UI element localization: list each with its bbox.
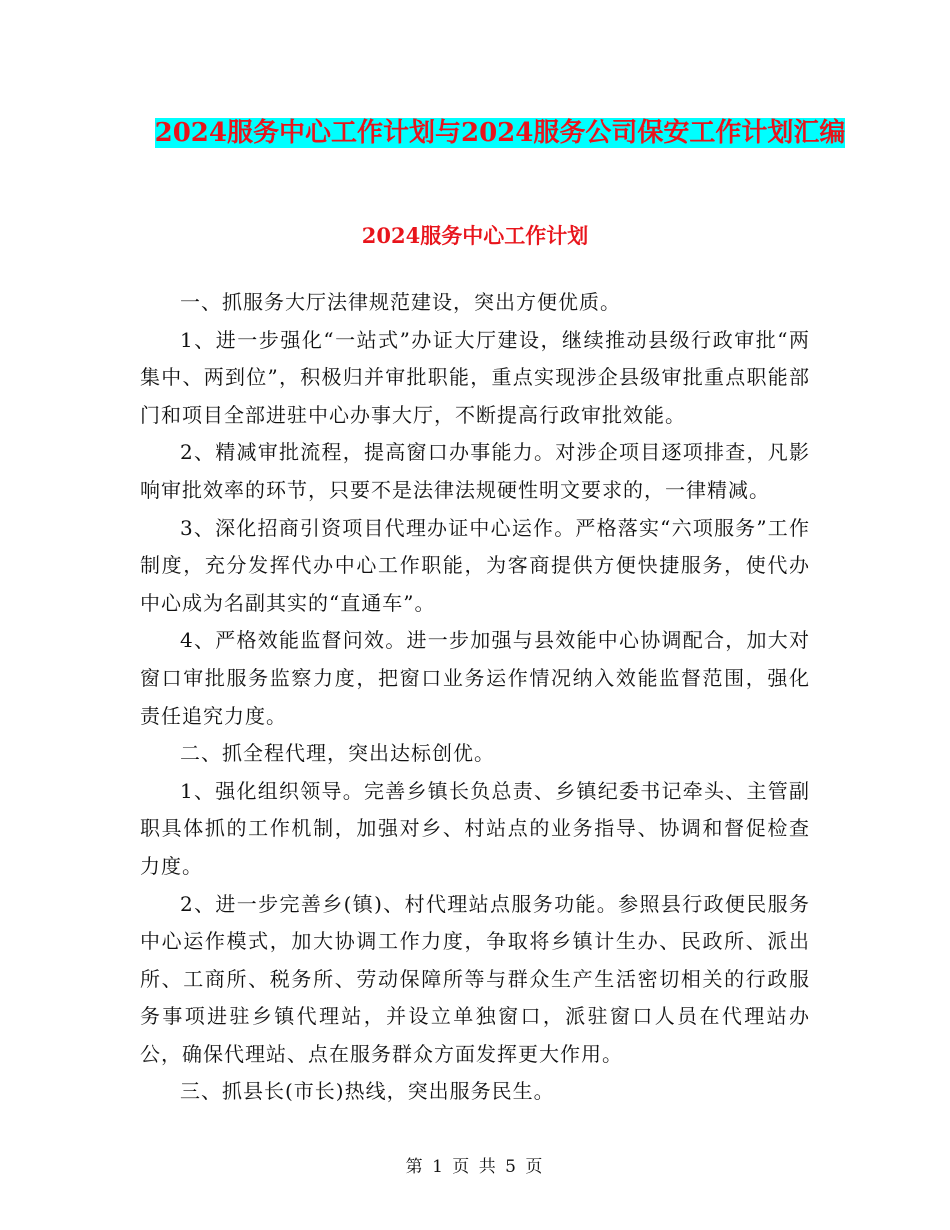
paragraph: 一、抓服务大厅法律规范建设，突出方便优质。 <box>180 290 621 314</box>
document-title-text: 2024服务中心工作计划与2024服务公司保安工作计划汇编 <box>154 118 846 148</box>
paragraph: 2、精减审批流程，提高窗口办事能力。对涉企项目逐项排查，凡影响审批效率的环节，只要不是法律法规硬性明文要求的，一律精减。 <box>140 440 810 502</box>
paragraph: 4、严格效能监督问效。进一步加强与县效能中心协调配合，加大对窗口审批服务监察力度，把窗口业务运作情况纳入效能监督范围，强化责任追究力度。 <box>140 628 810 728</box>
paragraph: 1、强化组织领导。完善乡镇长负总责、乡镇纪委书记牵头、主管副职具体抓的工作机制，加强对乡、村站点的业务指导、协调和督促检查力度。 <box>140 778 810 878</box>
section-title: 2024服务中心工作计划 <box>361 223 589 248</box>
page-footer: 第 1 页 共 5 页 <box>405 1157 545 1177</box>
paragraph: 三、抓县长(市长)热线，突出服务民生。 <box>180 1079 555 1104</box>
document-body <box>140 284 810 1111</box>
paragraph: 2、进一步完善乡(镇)、村代理站点服务功能。参照县行政便民服务中心运作模式，加大协调工作力度，争取将乡镇计生办、民政所、派出所、工商所、税务所、劳动保障所等与群众生产生活密切相关的行政服务事项进驻乡镇代理站，并设立单独窗口，派驻窗口人员在代理站办公，确保代理站、点在服务群众方面发挥更大作用。 <box>140 891 810 1066</box>
paragraph: 3、深化招商引资项目代理办证中心运作。严格落实“六项服务”工作制度，充分发挥代办中心工作职能，为客商提供方便快捷服务，使代办中心成为名副其实的“直通车”。 <box>140 515 810 615</box>
document-title <box>150 108 850 158</box>
paragraph: 二、抓全程代理，突出达标创优。 <box>180 741 495 766</box>
paragraph: 1、进一步强化“一站式”办证大厅建设，继续推动县级行政审批“两集中、两到位”，积极归并审批职能，重点实现涉企县级审批重点职能部门和项目全部进驻中心办事大厅，不断提高行政审批效能。 <box>140 327 810 427</box>
